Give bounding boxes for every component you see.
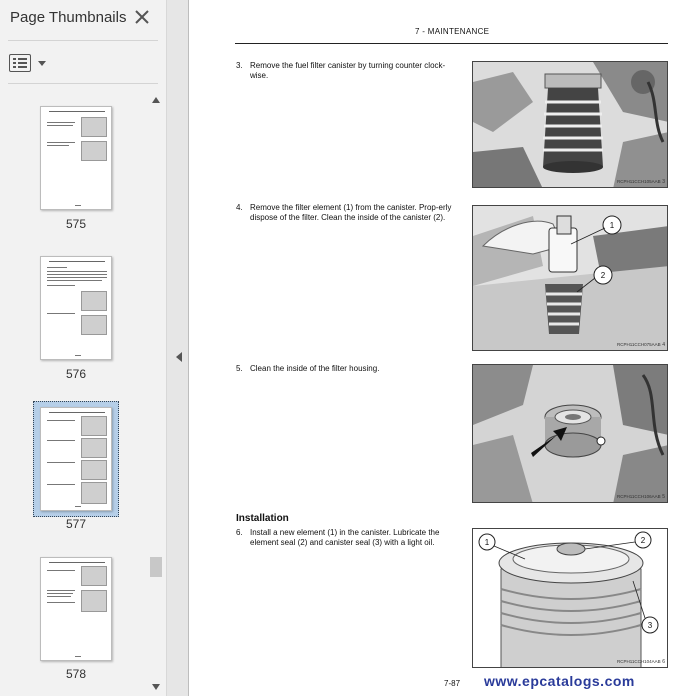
figure-5 xyxy=(472,364,668,503)
step-number: 6. xyxy=(236,528,243,537)
thumbnail-options-icon xyxy=(9,54,31,72)
panel-title: Page Thumbnails xyxy=(10,9,127,26)
thumbnail-options-button[interactable] xyxy=(9,52,49,74)
page-thumbnail-576[interactable] xyxy=(40,256,112,360)
page-thumbnail-577[interactable] xyxy=(40,407,112,511)
thumbnail-page-number: 575 xyxy=(65,217,87,231)
figure-3-illustration xyxy=(473,62,668,188)
figure-6-illustration xyxy=(473,529,668,668)
thumbnail-page-number: 576 xyxy=(65,367,87,381)
figure-6-callout-1: 1 xyxy=(484,538,490,547)
scroll-up-icon[interactable] xyxy=(152,97,160,103)
page-thumbnail-578[interactable] xyxy=(40,557,112,661)
step-text: Clean the inside of the filter housing. xyxy=(250,364,380,373)
scroll-down-icon[interactable] xyxy=(152,684,160,690)
thumbnail-page-number: 578 xyxy=(65,667,87,681)
figure-4-callout-1: 1 xyxy=(609,221,615,230)
figure-index: 5 xyxy=(662,494,665,500)
close-icon[interactable] xyxy=(133,8,151,26)
document-page xyxy=(190,0,692,696)
thumbnails-panel xyxy=(0,0,167,696)
divider xyxy=(8,40,158,41)
panel-collapse-splitter[interactable] xyxy=(167,0,189,696)
figure-index: 4 xyxy=(662,342,665,348)
thumbnail-page-number: 577 xyxy=(65,517,87,531)
divider xyxy=(8,83,158,84)
figure-6-callout-2: 2 xyxy=(640,536,646,545)
thumbnails-scrollbar[interactable] xyxy=(148,92,164,696)
page-thumbnail-575[interactable] xyxy=(40,106,112,210)
figure-6 xyxy=(472,528,668,668)
step-3 xyxy=(236,61,456,81)
figure-code: RCPH11CCH105AAB xyxy=(617,179,661,184)
step-5 xyxy=(236,364,456,374)
page-footer-number: 7-87 xyxy=(444,679,461,688)
collapse-arrow-icon[interactable] xyxy=(176,352,182,362)
step-text: Install a new element (1) in the canister. Lubricate the element seal (2) and canister seal (3) with a light oil. xyxy=(250,528,440,547)
figure-index: 3 xyxy=(662,179,665,185)
figure-4 xyxy=(472,205,668,351)
step-text: Remove the fuel filter canister by turning counter clock-wise. xyxy=(250,61,446,80)
figure-code: RCPH11CCH106AAB xyxy=(617,494,661,499)
figure-index: 6 xyxy=(662,659,665,665)
figure-5-illustration xyxy=(473,365,668,503)
step-4 xyxy=(236,203,456,223)
figure-4-illustration xyxy=(473,206,668,351)
figure-code: RCPH11CCH104AAB xyxy=(617,659,661,664)
scrollbar-thumb[interactable] xyxy=(150,557,162,577)
watermark-text: www.epcatalogs.com xyxy=(484,673,635,689)
header-rule xyxy=(235,43,668,44)
page-header: 7 - MAINTENANCE xyxy=(415,27,490,36)
figure-code: RCPH11CCH075AAB xyxy=(617,342,661,347)
step-text: Remove the filter element (1) from the canister. Prop-erly dispose of the filter. Clean the inside of the canister (2). xyxy=(250,203,452,222)
step-number: 4. xyxy=(236,203,243,212)
step-number: 5. xyxy=(236,364,243,373)
figure-3 xyxy=(472,61,668,188)
chevron-down-icon xyxy=(38,61,46,66)
step-number: 3. xyxy=(236,61,243,70)
figure-4-callout-2: 2 xyxy=(600,271,606,280)
step-6 xyxy=(236,528,456,548)
figure-6-callout-3: 3 xyxy=(647,621,653,630)
section-title: Installation xyxy=(236,513,289,524)
